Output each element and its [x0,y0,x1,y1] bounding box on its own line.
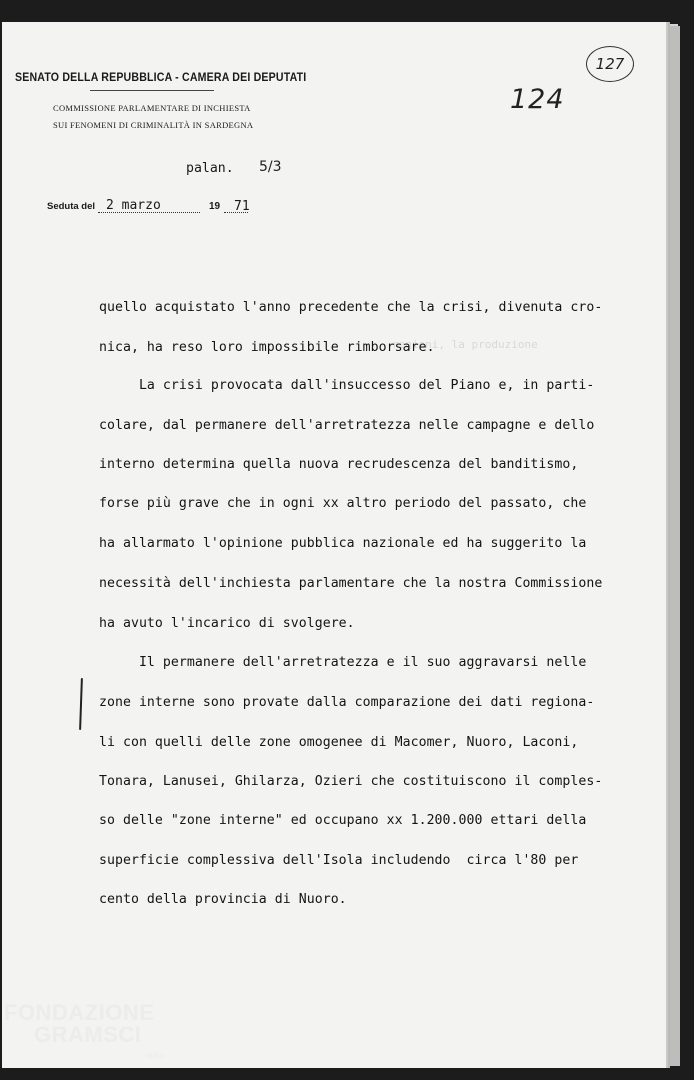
body-line: Tonara, Lanusei, Ghilarza, Ozieri che costituiscono il comples- [99,774,603,789]
bleed-through-text: regioni, la produzione [392,338,538,351]
header-rule [90,90,214,91]
header-subtitle-2: SUI FENOMENI DI CRIMINALITÀ IN SARDEGNA [53,120,254,130]
body-line: zone interne sono provate dalla comparazione dei dati regiona- [99,695,595,710]
ref-value: 5/3 [259,159,282,175]
body-line: nica, ha reso loro impossibile rimborsare. [99,340,435,355]
ref-label: palan. [186,161,234,176]
watermark-line-2: GRAMSCI [34,1022,142,1047]
body-line: Il permanere dell'arretratezza e il suo aggravarsi nelle [99,655,587,670]
body-line: La crisi provocata dall'insuccesso del Piano e, in parti- [99,378,595,393]
body-line: li con quelli delle zone omogenee di Macomer, Nuoro, Laconi, [99,735,579,750]
body-line: superficie complessiva dell'Isola includendo circa l'80 per [99,853,579,868]
circled-number-text: 127 [595,55,625,73]
seduta-year-suffix: 71 [234,199,250,214]
body-line: ha allarmato l'opinione pubblica nazionale ed ha suggerito la [99,536,587,551]
body-line: quello acquistato l'anno precedente che la crisi, divenuta cro- [99,300,603,315]
header-subtitle-1: COMMISSIONE PARLAMENTARE DI INCHIESTA [53,103,251,113]
seduta-day-month: 2 marzo [106,198,161,213]
handwritten-page-number: 124 [510,84,565,115]
body-line: colare, dal permanere dell'arretratezza nelle campagne e dello [99,418,595,433]
body-line: so delle "zone interne" ed occupano xx 1.200.000 ettari della [99,813,587,828]
fondazione-gramsci-watermark [4,1000,166,1060]
body-line: forse più grave che in ogni xx altro periodo del passato, che [99,496,587,511]
seduta-label: Seduta del [47,201,96,212]
header-title: SENATO DELLA REPUBBLICA - CAMERA DEI DEPUTATI [15,72,307,84]
watermark-line-3: onlus [146,1051,166,1060]
body-line: cento della provincia di Nuoro. [99,892,347,907]
body-line: interno determina quella nuova recrudescenza del banditismo, [99,457,579,472]
seduta-year-prefix: 19 [209,201,221,212]
body-line: necessità dell'inchiesta parlamentare che la nostra Commissione [99,576,603,591]
watermark-line-1: FONDAZIONE [4,1000,155,1025]
body-line: ha avuto l'incarico di svolgere. [99,616,355,631]
circled-archive-number [586,46,634,82]
